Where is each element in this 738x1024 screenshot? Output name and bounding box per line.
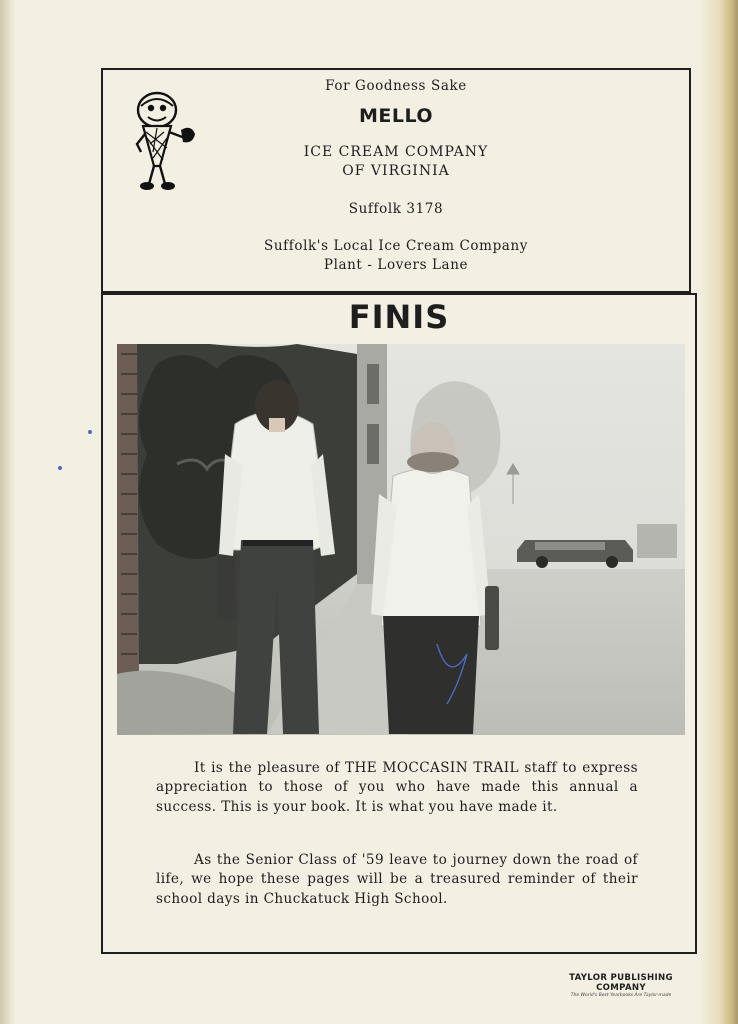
finis-section [101,293,697,954]
ad-brand-name: MELLO [358,105,434,127]
students-walking-photo [117,344,685,735]
ink-dot [58,466,62,470]
page-binding-edge [0,0,16,1024]
publisher-name: TAYLOR PUBLISHING COMPANY [569,973,673,993]
farewell-paragraph-text: As the Senior Class of '59 leave to journey down the road of life, we hope these pages will be a treasured reminder of their school days in Chuckatuck High School. [156,852,638,907]
mello-advertisement [101,68,691,293]
ad-location: Plant - Lovers Lane [323,257,469,273]
ad-phone-number: Suffolk 3178 [348,201,444,217]
ad-company-line-1: ICE CREAM COMPANY [303,144,489,160]
ad-company-line-2: OF VIRGINIA [342,163,450,179]
ink-dot [88,430,92,434]
farewell-paragraph [156,851,638,909]
appreciation-paragraph-text: It is the pleasure of THE MOCCASIN TRAIL staff to express appreciation to those of you who have made this annual a success. This is your book. It is what you have made it. [156,760,638,815]
publisher-footer [546,973,696,998]
page-right-edge [698,0,738,1024]
ad-tagline: For Goodness Sake [325,78,467,94]
finis-title: FINIS [348,298,450,336]
publisher-tagline: The World's Best Yearbooks Are Taylor-made [570,993,672,998]
appreciation-paragraph [156,759,638,817]
ad-description: Suffolk's Local Ice Cream Company [264,238,528,254]
